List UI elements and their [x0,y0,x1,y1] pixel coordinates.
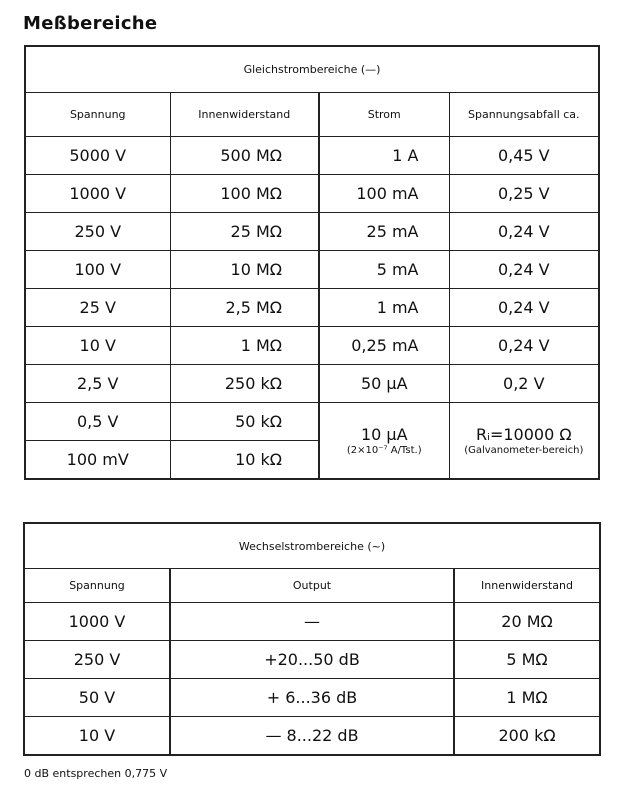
resistance-cell: 10 kΩ [170,441,319,480]
voltage-cell: 1000 V [25,175,170,213]
galvanometer-current-cell [319,403,449,480]
merged-drop-note: (Galvanometer-bereich) [464,445,584,456]
table-row [25,251,599,289]
table-row [25,289,599,327]
resistance-cell: 1 MΩ [170,327,319,365]
merged-drop-value: Rᵢ=10000 Ω [475,425,572,444]
dc-header-drop: Spannungsabfall ca. [449,93,599,137]
current-cell: 1 A [319,137,449,175]
ac-header-output: Output [170,569,454,603]
table-row [25,137,599,175]
resistance-cell: 10 MΩ [170,251,319,289]
table-row [24,603,600,641]
resistance-cell: 250 kΩ [170,365,319,403]
output-cell: — [170,603,454,641]
resistance-cell: 200 kΩ [454,717,600,756]
voltage-cell: 2,5 V [25,365,170,403]
table-row [25,175,599,213]
voltage-cell: 50 V [24,679,170,717]
table-row [25,365,599,403]
resistance-cell: 50 kΩ [170,403,319,441]
drop-cell: 0,25 V [449,175,599,213]
merged-current-note: (2×10⁻⁷ A/Tst.) [346,445,422,456]
drop-cell: 0,24 V [449,213,599,251]
drop-cell: 0,24 V [449,289,599,327]
current-cell: 0,25 mA [319,327,449,365]
galvanometer-drop-cell [449,403,599,480]
drop-cell: 0,24 V [449,327,599,365]
dc-caption: Gleichstrombereiche (—) [25,46,599,93]
drop-cell: 0,24 V [449,251,599,289]
ac-ranges-table [23,522,601,756]
current-cell: 100 mA [319,175,449,213]
resistance-cell: 1 MΩ [454,679,600,717]
voltage-cell: 25 V [25,289,170,327]
dc-header-voltage: Spannung [25,93,170,137]
voltage-cell: 250 V [24,641,170,679]
dc-ranges-table [24,45,600,480]
footnote: 0 dB entsprechen 0,775 V [24,767,168,780]
drop-cell: 0,45 V [449,137,599,175]
merged-current-value: 10 µA [360,425,408,444]
ac-header-voltage: Spannung [24,569,170,603]
current-cell: 1 mA [319,289,449,327]
voltage-cell: 5000 V [25,137,170,175]
table-row [25,403,599,441]
voltage-cell: 10 V [24,717,170,756]
resistance-cell: 25 MΩ [170,213,319,251]
current-cell: 25 mA [319,213,449,251]
output-cell: + 6...36 dB [170,679,454,717]
voltage-cell: 10 V [25,327,170,365]
output-cell: +20...50 dB [170,641,454,679]
resistance-cell: 100 MΩ [170,175,319,213]
table-row [25,213,599,251]
table-row [25,327,599,365]
dc-header-resistance: Innenwiderstand [170,93,319,137]
drop-cell: 0,2 V [449,365,599,403]
resistance-cell: 500 MΩ [170,137,319,175]
dc-header-current: Strom [319,93,449,137]
voltage-cell: 100 V [25,251,170,289]
table-row [24,641,600,679]
table-row [24,679,600,717]
resistance-cell: 5 MΩ [454,641,600,679]
resistance-cell: 2,5 MΩ [170,289,319,327]
table-row [24,717,600,756]
page-title: Meßbereiche [23,13,158,34]
output-cell: — 8...22 dB [170,717,454,756]
voltage-cell: 0,5 V [25,403,170,441]
voltage-cell: 100 mV [25,441,170,480]
current-cell: 5 mA [319,251,449,289]
voltage-cell: 250 V [25,213,170,251]
ac-header-resistance: Innenwiderstand [454,569,600,603]
voltage-cell: 1000 V [24,603,170,641]
current-cell: 50 µA [319,365,449,403]
ac-caption: Wechselstrombereiche (~) [24,523,600,569]
resistance-cell: 20 MΩ [454,603,600,641]
